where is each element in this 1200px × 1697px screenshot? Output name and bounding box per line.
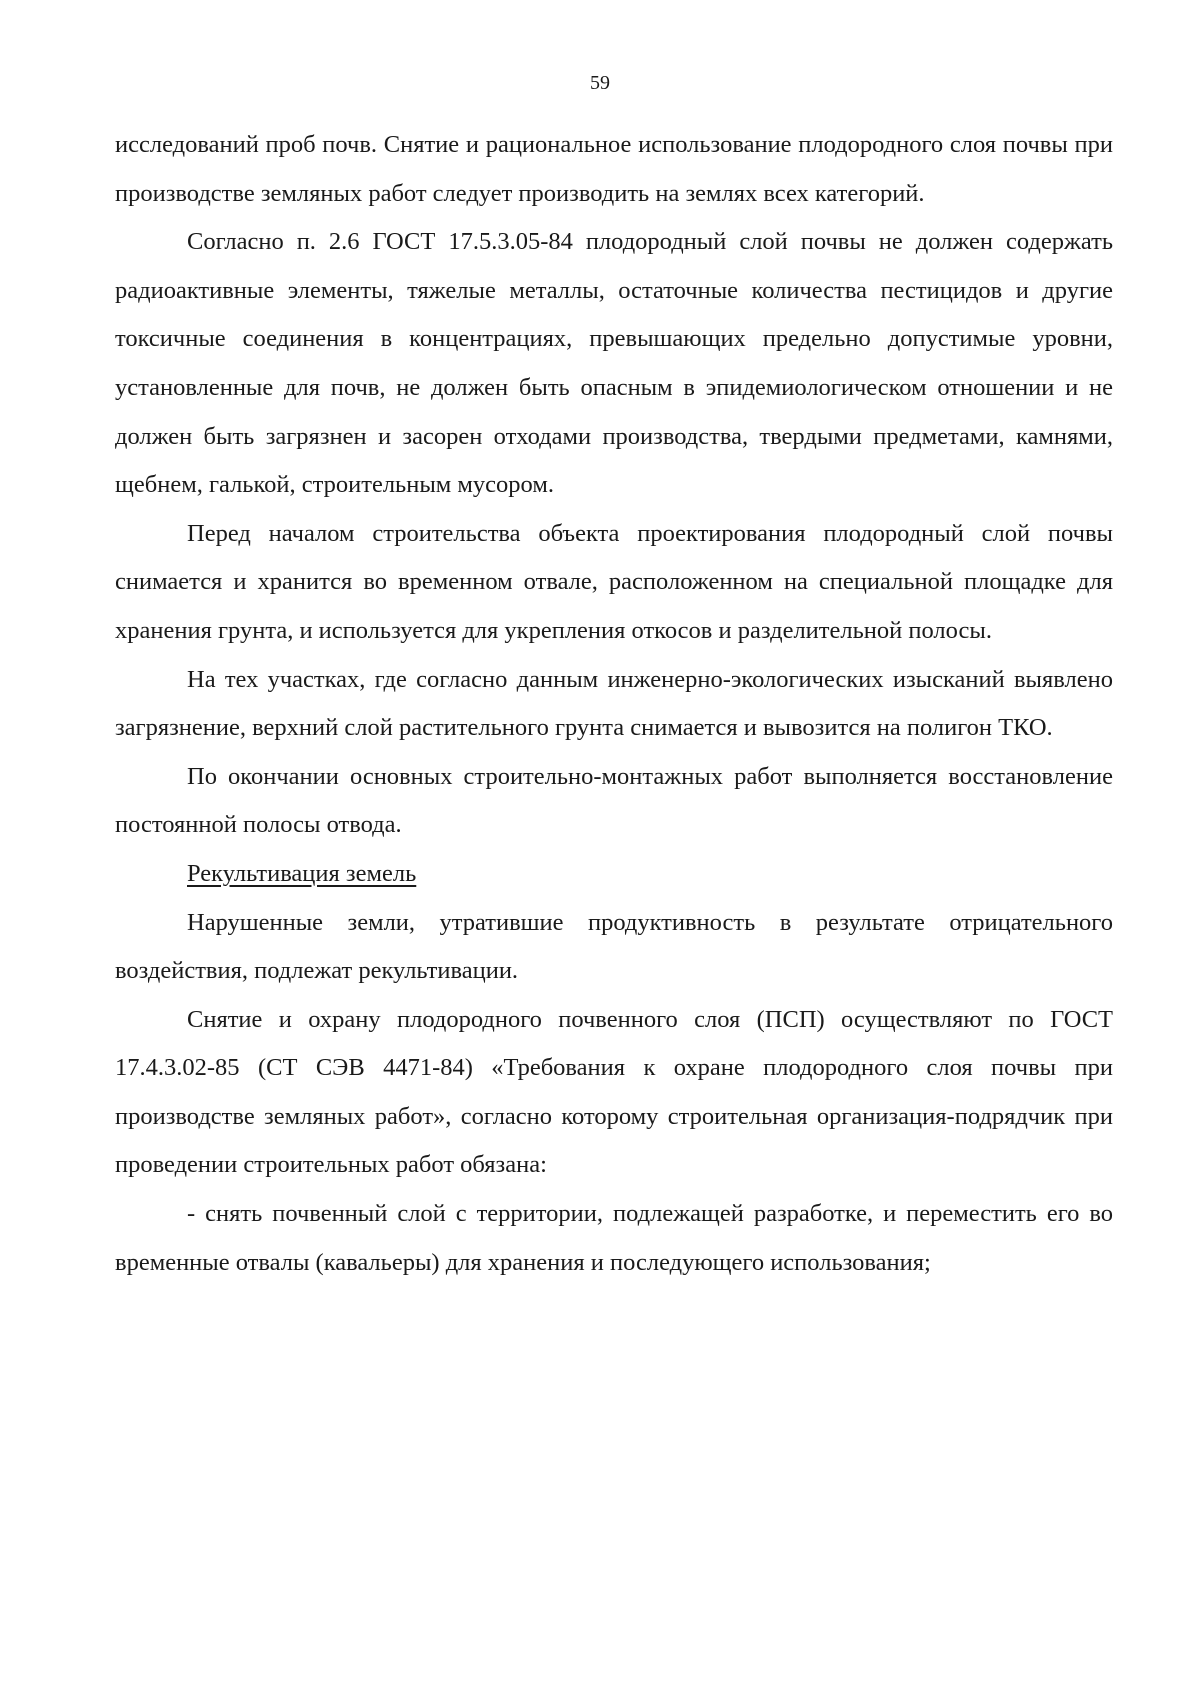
section-heading-recultivation [115, 850, 1113, 899]
paragraph-gost-requirements: Согласно п. 2.6 ГОСТ 17.5.3.05-84 плодородный слой почвы не должен содержать радиоактивные элементы, тяжелые металлы, остаточные количества пестицидов и другие токсичные соединения в концентрациях, превышающих предельно допустимые уровни, установленные для почв, не должен быть опасным в эпидемиологическом отношении и не должен быть загрязнен и засорен отходами производства, твердыми предметами, камнями, щебнем, галькой, строительным мусором. [115, 228, 1113, 499]
section-heading-text: Рекультивация земель [187, 859, 417, 887]
paragraph-restoration: По окончании основных строительно-монтажных работ выполняется восстановление постоянной полосы отвода. [115, 762, 1113, 839]
list-item-remove-soil: - снять почвенный слой с территории, подлежащей разработке, и переместить его во временные отвалы (кавальеры) для хранения и последующего использования; [115, 1200, 1113, 1276]
page-number: 59 [590, 72, 610, 94]
paragraph-topsoil-storage: Перед началом строительства объекта проектирования плодородный слой почвы снимается и хранится во временном отвале, расположенном на специальной площадке для хранения грунта, и используется для укрепления откосов и разделительной полосы. [115, 519, 1113, 644]
paragraph-psp-protection: Снятие и охрану плодородного почвенного слоя (ПСП) осуществляют по ГОСТ 17.4.3.02-85 (СТ СЭВ 4471-84) «Требования к охране плодородного слоя почвы при производстве земляных работ», согласно которому строительная организация-подрядчик при проведении строительных работ обязана: [115, 1005, 1113, 1179]
paragraph-disturbed-lands: Нарушенные земли, утратившие продуктивность в результате отрицательного воздействия, подлежат рекультивации. [115, 908, 1113, 985]
paragraph-contaminated-areas: На тех участках, где согласно данным инженерно-экологических изысканий выявлено загрязнение, верхний слой растительного грунта снимается и вывозится на полигон ТКО. [115, 665, 1113, 742]
document-body [115, 121, 1113, 1287]
paragraph-continuation: исследований проб почв. Снятие и рациональное использование плодородного слоя почвы при производстве земляных работ следует производить на землях всех категорий. [115, 131, 1113, 207]
